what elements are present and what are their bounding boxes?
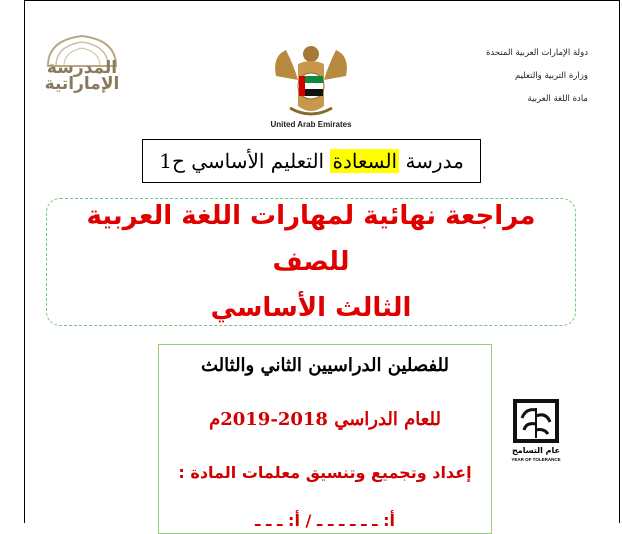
teachers-partial-text: أ: ـ ـ ـ ـ ـ ـ / أ: ـ ـ ـ [254, 511, 396, 530]
title-line-1: مراجعة نهائية لمهارات اللغة العربية للصف [86, 201, 536, 277]
tolerance-arabic: عام التسامح [512, 446, 560, 455]
year-of-tolerance-logo-icon [512, 398, 560, 444]
title-line-2: الثالث الأساسي [210, 293, 412, 323]
school-name-suffix: التعليم الأساسي ح1 [159, 149, 325, 173]
tolerance-english: YEAR OF TOLERANCE [511, 457, 561, 462]
academic-year-text: للعام الدراسي 2018-2019م [209, 409, 441, 430]
semesters-text: للفصلين الدراسيين الثاني والثالث [201, 355, 449, 376]
school-name-prefix: مدرسة [405, 149, 464, 173]
title-box [46, 198, 576, 326]
school-name-box [142, 139, 481, 183]
details-box [158, 344, 492, 534]
header-line-country: دولة الإمارات العربية المتحدة [485, 48, 588, 58]
school-logo-line1: المدرسة [46, 58, 118, 78]
school-logo-text [34, 60, 130, 92]
ministry-header [418, 42, 588, 111]
school-name-highlight: السعادة [332, 149, 398, 173]
year-of-tolerance-caption [505, 446, 567, 464]
header-line-ministry: وزارة التربية والتعليم [515, 71, 588, 81]
header-line-subject: مادة اللغة العربية [527, 94, 588, 104]
emblem-caption: United Arab Emirates [270, 120, 352, 129]
uae-emblem-icon [268, 36, 354, 122]
prepared-by-text: إعداد وتجميع وتنسيق معلمات المادة : [178, 463, 472, 482]
school-logo-line2: الإماراتية [44, 74, 120, 94]
